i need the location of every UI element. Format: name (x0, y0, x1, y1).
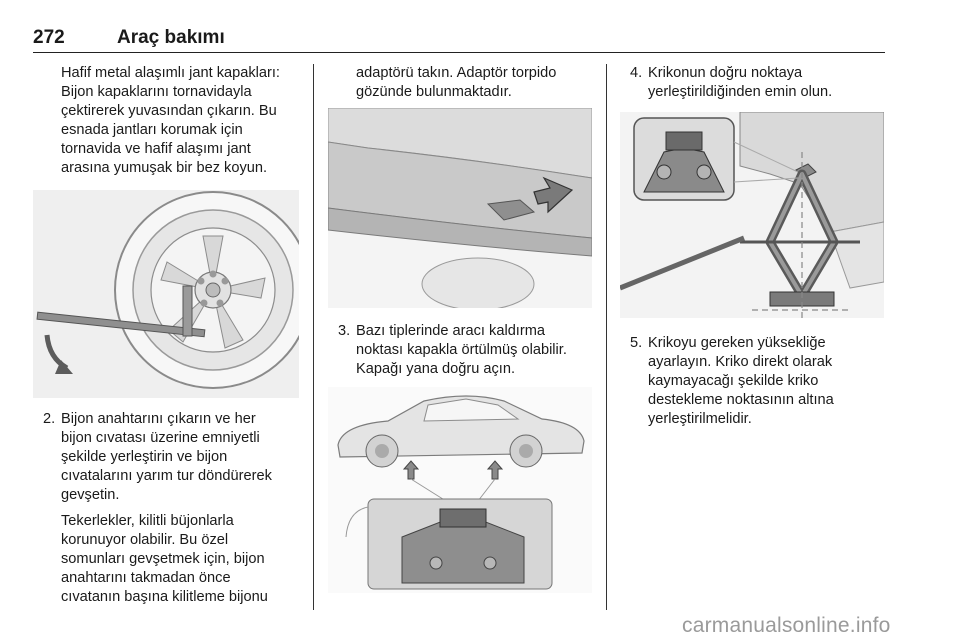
column-divider (606, 64, 607, 610)
figure-wheel-wrench (33, 190, 299, 398)
car-side-lifting-point-illustration (328, 387, 592, 593)
figure-glovebox-adapter (328, 108, 592, 308)
step-note: Tekerlekler, kilitli büjonlarla korunuyor olabilir. Bu özel somunları gevşetmek için, bijon anahtarını takmadan önce cıvatanın başına kilitleme bijonu (61, 513, 268, 605)
step-number: 2. (43, 411, 56, 427)
column-2 (328, 64, 596, 593)
step-number: 5. (630, 335, 643, 351)
intro-paragraph: Hafif metal alaşımlı jant kapakları: Bijon kapaklarını tornavidayla çektirerek yuvasından çıkarın. Bu esnada jantları korumak için tornavida ve hafif alaşımı jant arasına yumuşak bir bez koyun. (61, 65, 280, 176)
column-3 (620, 64, 890, 429)
step-5 (620, 334, 890, 429)
car-underbody-illustration (328, 108, 592, 308)
step-text: Bazı tiplerinde aracı kaldırma noktası kapakla örtülmüş olabilir. Kapağı yana doğru açın. (356, 323, 567, 377)
column-divider (313, 64, 314, 610)
figure-lifting-point-cover (328, 387, 592, 593)
step-text: Krikonun doğru noktaya yerleştirildiğinden emin olun. (648, 65, 833, 100)
figure-jack-position (620, 112, 884, 318)
step-number: 4. (630, 65, 643, 81)
step-text: Bijon anahtarını çıkarın ve her bijon cıvatası üzerine emniyetli şekilde yerleştirin ve bijon cıvatalarını yarım tur döndürerek gevşetin. (61, 411, 272, 503)
step-number: 3. (338, 323, 351, 339)
continued-paragraph: adaptörü takın. Adaptör torpido gözünde bulunmaktadır. (356, 65, 557, 100)
watermark: carmanualsonline.info (682, 614, 891, 637)
step-4 (620, 64, 890, 102)
step-2 (33, 410, 303, 607)
jack-position-illustration (620, 112, 884, 318)
step-3 (328, 322, 596, 379)
page-title: Araç bakımı (117, 27, 225, 48)
page-header (33, 27, 885, 53)
column-1 (33, 64, 303, 607)
step-text: Krikoyu gereken yüksekliğe ayarlayın. Kriko direkt olarak kaymayacağı şekilde kriko destekleme noktasının altına yerleştirilmelidir. (648, 335, 834, 427)
wheel-wrench-illustration (33, 190, 299, 398)
page-number: 272 (33, 27, 65, 48)
